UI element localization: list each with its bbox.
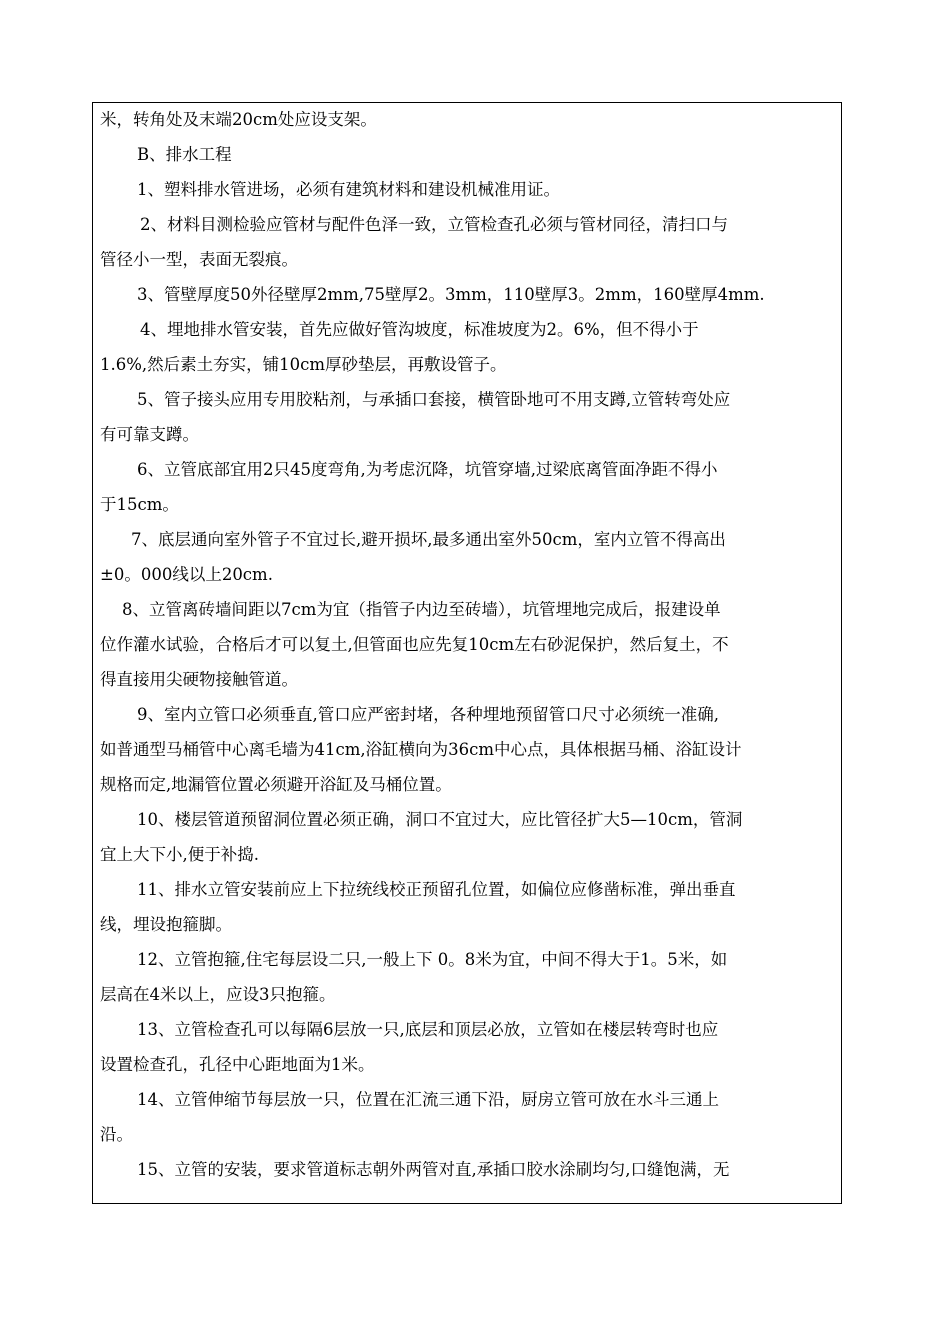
section-heading: B、排水工程 bbox=[137, 145, 232, 164]
text-line: 9、室内立管口必须垂直,管口应严密封堵，各种埋地预留管口尺寸必须统一准确, bbox=[137, 705, 719, 724]
text-line: 13、立管检查孔可以每隔6层放一只,底层和顶层必放，立管如在楼层转弯时也应 bbox=[137, 1020, 719, 1039]
text-line: 5、管子接头应用专用胶粘剂，与承插口套接，横管卧地可不用支蹲,立管转弯处应 bbox=[137, 390, 731, 409]
text-line: 线，埋设抱箍脚。 bbox=[100, 915, 232, 934]
text-line: 8、立管离砖墙间距以7cm为宜（指管子内边至砖墙），坑管埋地完成后，报建设单 bbox=[122, 600, 721, 619]
text-line: 层高在4米以上，应设3只抱箍。 bbox=[100, 985, 336, 1004]
text-line: 米，转角处及末端20cm处应设支架。 bbox=[100, 110, 377, 129]
text-line: 沿。 bbox=[100, 1125, 133, 1144]
text-line: 位作灌水试验，合格后才可以复土,但管面也应先复10cm左右砂泥保护，然后复土，不 bbox=[100, 635, 729, 654]
text-line: 1、塑料排水管进场，必须有建筑材料和建设机械准用证。 bbox=[137, 180, 560, 199]
text-line: 6、立管底部宜用2只45度弯角,为考虑沉降，坑管穿墙,过梁底离管面净距不得小 bbox=[137, 460, 718, 479]
text-line: 宜上大下小,便于补捣. bbox=[100, 845, 259, 864]
text-line: 1.6%,然后素土夯实，铺10cm厚砂垫层，再敷设管子。 bbox=[100, 355, 507, 374]
text-line: 3、管壁厚度50外径壁厚2mm,75壁厚2。3mm，110壁厚3。2mm，160壁厚4mm. bbox=[137, 285, 765, 304]
text-line: 设置检查孔，孔径中心距地面为1米。 bbox=[100, 1055, 375, 1074]
text-line: 得直接用尖硬物接触管道。 bbox=[100, 670, 298, 689]
text-line: ±0。000线以上20cm. bbox=[100, 565, 273, 584]
text-line: 14、立管伸缩节每层放一只，位置在汇流三通下沿，厨房立管可放在水斗三通上 bbox=[137, 1090, 719, 1109]
text-line: 2、材料目测检验应管材与配件色泽一致，立管检查孔必须与管材同径，清扫口与 bbox=[140, 215, 728, 234]
text-line: 15、立管的安装，要求管道标志朝外两管对直,承插口胶水涂刷均匀,口缝饱满，无 bbox=[137, 1160, 730, 1179]
text-line: 4、埋地排水管安装，首先应做好管沟坡度，标准坡度为2。6%，但不得小于 bbox=[140, 320, 699, 339]
text-line: 12、立管抱箍,住宅每层设二只,一般上下 0。8米为宜，中间不得大于1。5米，如 bbox=[137, 950, 728, 969]
text-line: 10、楼层管道预留洞位置必须正确，洞口不宜过大，应比管径扩大5—10cm，管洞 bbox=[137, 810, 743, 829]
text-line: 7、底层通向室外管子不宜过长,避开损坏,最多通出室外50cm，室内立管不得高出 bbox=[131, 530, 726, 549]
text-line: 规格而定,地漏管位置必须避开浴缸及马桶位置。 bbox=[100, 775, 452, 794]
text-line: 如普通型马桶管中心离毛墙为41cm,浴缸横向为36cm中心点，具体根据马桶、浴缸设计 bbox=[100, 740, 742, 759]
text-line: 11、排水立管安装前应上下拉统线校正预留孔位置，如偏位应修凿标准，弹出垂直 bbox=[137, 880, 736, 899]
text-line: 有可靠支蹲。 bbox=[100, 425, 199, 444]
text-line: 管径小一型，表面无裂痕。 bbox=[100, 250, 298, 269]
text-line: 于15cm。 bbox=[100, 495, 179, 514]
